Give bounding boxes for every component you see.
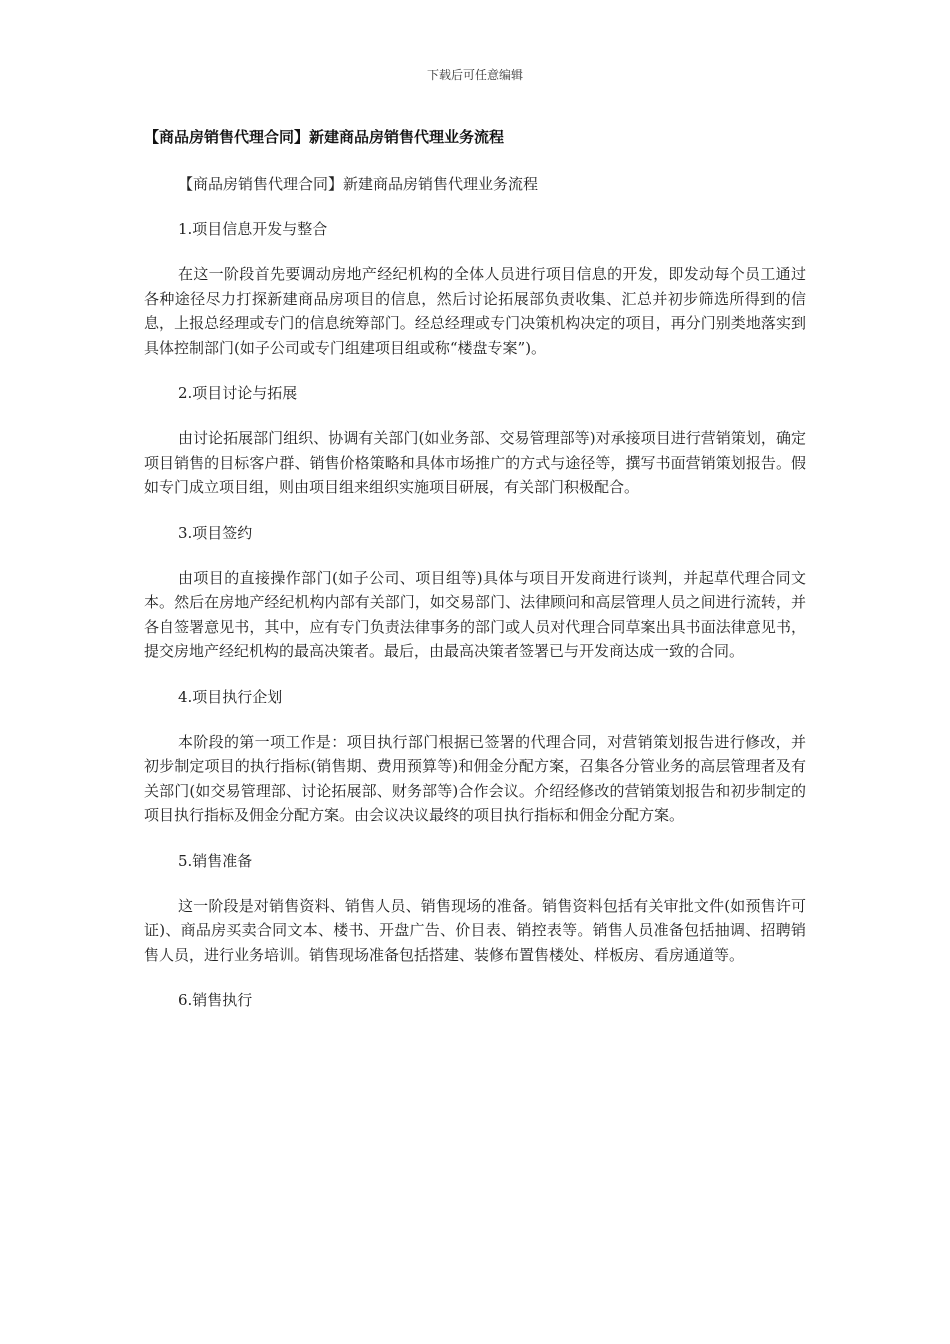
section-heading-5: 5.销售准备 xyxy=(178,851,253,870)
section-body-3: 由项目的直接操作部门(如子公司、项目组等)具体与项目开发商进行谈判，并起草代理合同文本。然后在房地产经纪机构内部有关部门，如交易部门、法律顾问和高层管理人员之间进行流转，并各自签署意见书，其中，应有专门负责法律事务的部门或人员对代理合同草案出具书面法律意见书，提交房地产经纪机构的最高决策者。最后，由最高决策者签署已与开发商达成一致的合同。 xyxy=(144,568,806,660)
document-title: 【商品房销售代理合同】新建商品房销售代理业务流程 xyxy=(144,128,505,146)
header-note: 下载后可任意编辑 xyxy=(426,68,523,82)
section-heading-2: 2.项目讨论与拓展 xyxy=(178,384,298,402)
section-body-4: 本阶段的第一项工作是：项目执行部门根据已签署的代理合同，对营销策划报告进行修改，并初步制定项目的执行指标(销售期、费用预算等)和佣金分配方案，召集各分管业务的高层管理者及有关部门(如交易管理部、讨论拓展部、财务部等)合作会议。介绍经修改的营销策划报告和初步制定的项目执行指标及佣金分配方案。由会议决议最终的项目执行指标和佣金分配方案。 xyxy=(144,732,806,824)
section-heading-1: 1.项目信息开发与整合 xyxy=(178,220,328,238)
document-intro: 【商品房销售代理合同】新建商品房销售代理业务流程 xyxy=(178,175,539,193)
section-body-1: 在这一阶段首先要调动房地产经纪机构的全体人员进行项目信息的开发，即发动每个员工通过各种途径尽力打探新建商品房项目的信息，然后讨论拓展部负责收集、汇总并初步筛选所得到的信息，上报总经理或专门的信息统筹部门。经总经理或专门决策机构决定的项目，再分门别类地落实到具体控制部门(如子公司或专门组建项目组或称“楼盘专案”)。 xyxy=(144,265,806,357)
section-heading-4: 4.项目执行企划 xyxy=(178,687,283,706)
section-body-5: 这一阶段是对销售资料、销售人员、销售现场的准备。销售资料包括有关审批文件(如预售许可证)、商品房买卖合同文本、楼书、开盘广告、价目表、销控表等。销售人员准备包括抽调、招聘销售人员，进行业务培训。销售现场准备包括搭建、装修布置售楼处、样板房、看房通道等。 xyxy=(144,896,806,964)
section-heading-3: 3.项目签约 xyxy=(178,523,253,542)
section-heading-6: 6.销售执行 xyxy=(178,991,253,1009)
document-content xyxy=(144,126,806,1033)
section-body-2: 由讨论拓展部门组织、协调有关部门(如业务部、交易管理部等)对承接项目进行营销策划，确定项目销售的目标客户群、销售价格策略和具体市场推广的方式与途径等，撰写书面营销策划报告。假如专门成立项目组，则由项目组来组织实施项目研展，有关部门积极配合。 xyxy=(144,429,806,496)
